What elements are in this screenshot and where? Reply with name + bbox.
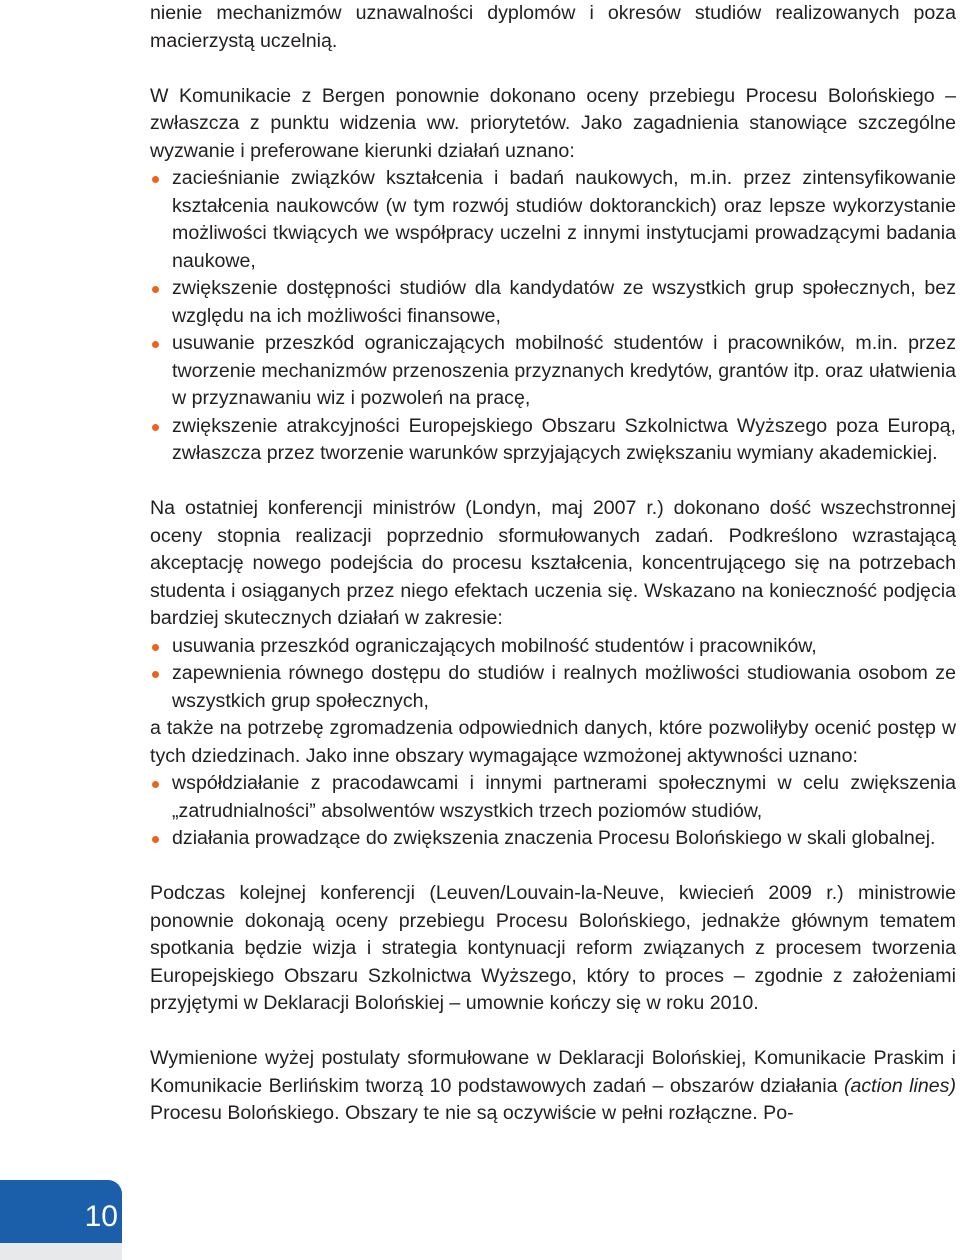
list-item: działania prowadzące do zwiększenia znaczenia Procesu Bolońskiego w skali globalnej. [150,825,956,853]
paragraph: nienie mechanizmów uznawalności dyplomów i okresów studiów realizowanych poza macierzystą uczelnią. [150,2,956,52]
list-item: zapewnienia równego dostępu do studiów i realnych możliwości studiowania osobom ze wszystkich grup społecznych, [150,660,956,715]
list-item: usuwanie przeszkód ograniczających mobilność studentów i pracowników, m.in. przez tworzenie mechanizmów przenoszenia przyznanych kredytów, grantów itp. oraz ułatwienia w przyznawaniu wiz i pozwoleń na pracę, [150,330,956,413]
text-run: Procesu Bolońskiego. Obszary te nie są oczywiście w pełni rozłączne. Po- [150,1102,794,1124]
bergen-section [150,83,956,468]
list-item: zacieśnianie związków kształcenia i badań naukowych, m.in. przez zintensyfikowanie kształcenia naukowców (w tym rozwój studiów doktoranckich) oraz lepsze wykorzystanie możliwości tkwiących we współpracy uczelni z innymi instytucjami prowadzącymi badania naukowe, [150,165,956,275]
bullet-list [150,770,956,853]
london-section [150,495,956,853]
text-run: Wymienione wyżej postulaty sformułowane w Deklaracji Bolońskiej, Komunikacie Praskim i Komunikacie Berlińskim tworzą 10 podstawowych zadań – obszarów działania [150,1047,956,1097]
paragraph: Na ostatniej konferencji ministrów (Londyn, maj 2007 r.) dokonano dość wszechstronnej oceny stopnia realizacji poprzednio sformułowanych zadań. Podkreślono wzrastającą akceptację nowego podejścia do procesu kształcenia, koncentrującego się na potrzebach studenta i osiąganych przez niego efektach uczenia się. Wskazano na konieczność podjęcia bardziej skutecznych działań w zakresie: [150,497,956,629]
page-number: 10 [84,1200,118,1233]
paragraph [150,1045,956,1128]
paragraph: a także na potrzebę zgromadzenia odpowiednich danych, które pozwoliłyby ocenić postęp w tych dziedzinach. Jako inne obszary wymagające wzmożonej aktywności uznano: [150,717,956,767]
italic-term: (action lines) [843,1074,957,1097]
paragraph: Podczas kolejnej konferencji (Leuven/Louvain-la-Neuve, kwiecień 2009 r.) ministrowie ponownie dokonają oceny przebiegu Procesu Bolońskiego, jednakże głównym tematem spotkania będzie wizja i strategia kontynuacji reform związanych z procesem tworzenia Europejskiego Obszaru Szkolnictwa Wyższego, który to proces – zgodnie z założeniami przyjętymi w Deklaracji Bolońskiej – umownie kończy się w roku 2010. [150,882,956,1014]
bullet-list [150,633,956,716]
list-item: zwiększenie atrakcyjności Europejskiego Obszaru Szkolnictwa Wyższego poza Europą, zwłaszcza przez tworzenie warunków sprzyjających zwiększaniu wymiany akademickiej. [150,413,956,468]
list-item: zwiększenie dostępności studiów dla kandydatów ze wszystkich grup społecznych, bez względu na ich możliwości finansowe, [150,275,956,330]
list-item: usuwania przeszkód ograniczających mobilność studentów i pracowników, [150,633,956,661]
footer-stripe [0,1243,122,1260]
page-body [150,0,956,1155]
bullet-list [150,165,956,468]
paragraph: W Komunikacie z Bergen ponownie dokonano oceny przebiegu Procesu Bolońskiego – zwłaszcza z punktu widzenia ww. priorytetów. Jako zagadnienia stanowiące szczególne wyzwanie i preferowane kierunki działań uznano: [150,84,956,162]
list-item: współdziałanie z pracodawcami i innymi partnerami społecznymi w celu zwiększenia „zatrudnialności” absolwentów wszystkich trzech poziomów studiów, [150,770,956,825]
